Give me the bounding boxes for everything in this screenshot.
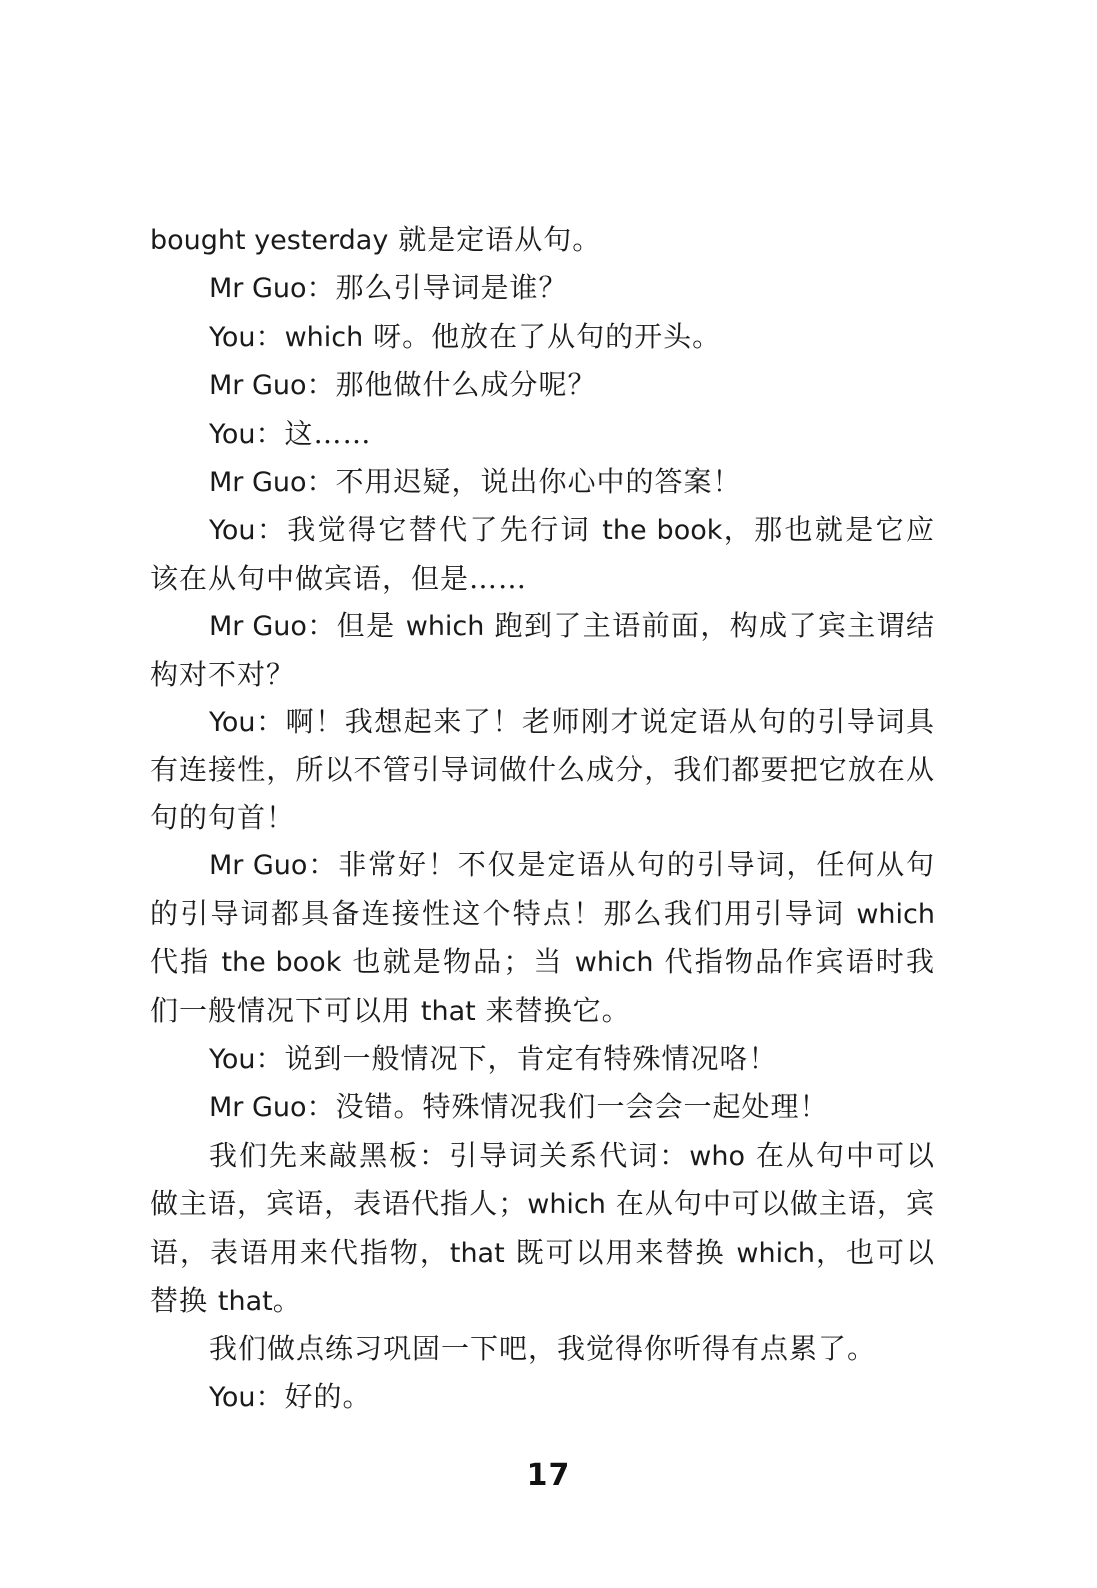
chinese-text: 就是定语从句。 (388, 223, 602, 256)
paragraph (150, 1035, 935, 1083)
english-term: that (449, 1237, 505, 1269)
chinese-text: 我们先来敲黑板：引导词关系代词： (209, 1138, 690, 1172)
chinese-text: ：说到一般情况下，肯定有特殊情况咯！ (255, 1041, 778, 1075)
english-term: You (209, 1043, 256, 1075)
chinese-text: 呀。他放在了从句的开头。 (363, 319, 722, 353)
english-term: the book (602, 515, 723, 547)
paragraph (150, 410, 935, 458)
paragraph (150, 1083, 935, 1131)
paragraph (150, 216, 935, 264)
paragraph (150, 361, 935, 409)
english-term: which (527, 1189, 606, 1221)
chinese-text: 来替换它。 (475, 993, 631, 1027)
chinese-text: 也就是物品；当 (341, 945, 575, 979)
chinese-text: ，也可以替换 (150, 1235, 935, 1317)
english-term: which (736, 1237, 816, 1269)
english-term: that (217, 1285, 273, 1317)
english-term: which (405, 611, 485, 643)
english-term: which (574, 947, 654, 979)
paragraph (150, 698, 935, 841)
chinese-text: 在从句中可以做主语，宾语，表语用来代指物， (150, 1187, 935, 1269)
paragraph (150, 1373, 935, 1421)
english-term: Mr Guo (209, 273, 307, 305)
chinese-text: ：我觉得它替代了先行词 (255, 513, 603, 547)
english-term: that (420, 995, 476, 1027)
english-term: which (856, 898, 935, 930)
chinese-text: ：没错。特殊情况我们一会会一起处理！ (306, 1090, 829, 1124)
chinese-text: 在从句中可以做主语，宾语，表语代指人； (150, 1138, 935, 1221)
chinese-text: ：啊！我想起来了！老师刚才说定语从句的引导词具有连接性，所以不管引导词做什么成分，我们都要把它放在从句的句首！ (150, 705, 935, 834)
english-term: You (209, 707, 256, 739)
english-term: You (209, 1381, 256, 1413)
chinese-text: ：不用迟疑，说出你心中的答案！ (306, 465, 742, 499)
english-term: Mr Guo (209, 1092, 307, 1124)
english-term: which (284, 321, 364, 353)
chinese-text: ： (255, 319, 285, 353)
chinese-text: 我们做点练习巩固一下吧，我觉得你听得有点累了。 (209, 1332, 877, 1366)
english-term: the book (221, 947, 342, 979)
english-term: You (209, 515, 256, 547)
chinese-text: 代指 (150, 945, 222, 979)
chinese-text: ：非常好！不仅是定语从句的引导词，任何从句的引导词都具备连接性这个特点！那么我们用引导词 (150, 848, 935, 930)
english-term: who (689, 1140, 745, 1172)
english-term: Mr Guo (209, 467, 307, 499)
english-term: bought yesterday (150, 225, 389, 256)
paragraph (150, 458, 935, 506)
english-term: You (209, 418, 256, 450)
chinese-text: ：这…… (255, 416, 372, 450)
paragraph (150, 841, 935, 1035)
chinese-text: ：好的。 (255, 1379, 372, 1413)
chinese-text: 代指物品作宾语时我们一般情况下可以用 (150, 945, 935, 1027)
english-term: Mr Guo (209, 850, 308, 882)
paragraph (150, 313, 935, 361)
chinese-text: ：那么引导词是谁？ (306, 271, 568, 305)
page-number: 17 (526, 1458, 571, 1493)
chinese-text: 既可以用来替换 (504, 1235, 737, 1269)
paragraph (150, 264, 935, 312)
chinese-text: ：那他做什么成分呢？ (306, 368, 597, 402)
chinese-text: 跑到了主语前面，构成了宾主谓结构对不对？ (150, 609, 935, 691)
chinese-text: ：但是 (306, 609, 406, 643)
english-term: Mr Guo (209, 370, 307, 402)
paragraph (150, 602, 935, 698)
chinese-text: ，那也就是它应该在从句中做宾语，但是…… (150, 513, 935, 595)
page-body (150, 216, 935, 1421)
paragraph (150, 506, 935, 602)
paragraph (150, 1132, 935, 1326)
english-term: Mr Guo (209, 611, 307, 643)
english-term: You (209, 321, 256, 353)
chinese-text: 。 (272, 1283, 302, 1317)
paragraph (150, 1325, 935, 1372)
